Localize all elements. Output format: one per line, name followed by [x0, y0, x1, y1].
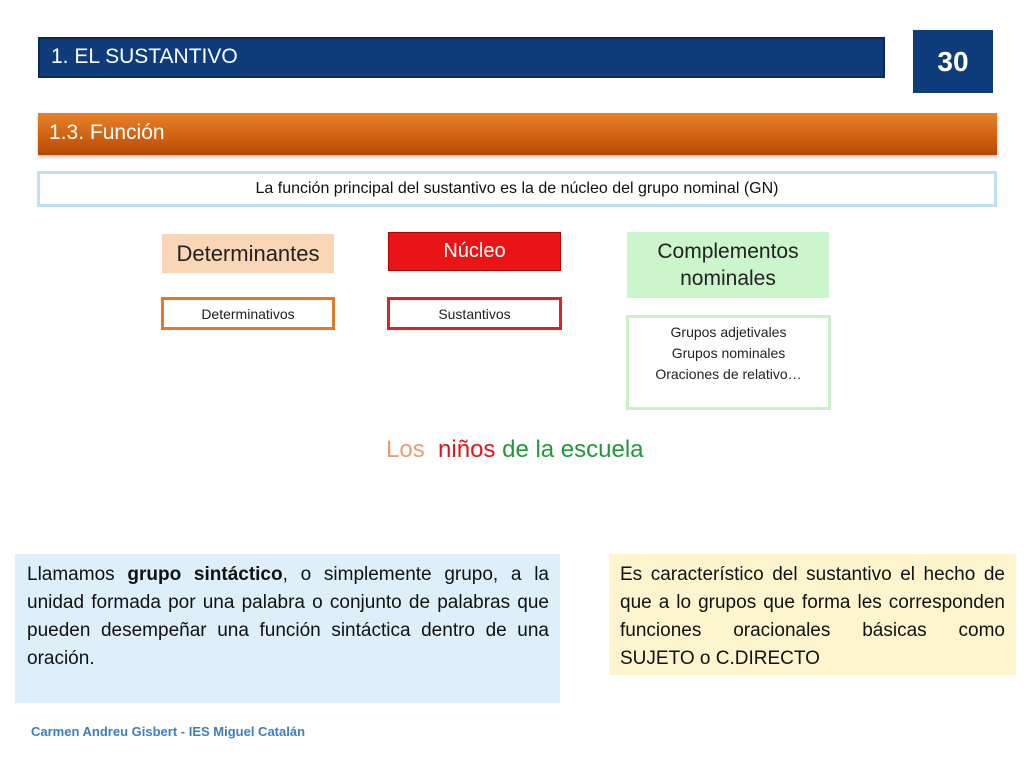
caracteristico-box	[609, 554, 1016, 675]
complementos-text: Complementos nominales	[657, 240, 799, 290]
footer-text: Carmen Andreu Gisbert - IES Miguel Catalán	[31, 724, 306, 739]
nucleo-label	[388, 232, 561, 271]
nucleo-text: Núcleo	[443, 240, 506, 262]
list-item: Oraciones de relativo…	[655, 366, 802, 382]
definition-box	[37, 171, 997, 207]
example-phrase	[386, 436, 644, 464]
grupo-sintactico-box	[15, 554, 560, 703]
sustantivos-text: Sustantivos	[438, 305, 511, 322]
slide-title-bar	[38, 37, 885, 78]
grupo-text-after: , o simplemente grupo, a la unidad formada por una palabra o conjunto de palabras que pueden desempeñar una función sintáctica dentro de una oración.	[27, 564, 549, 669]
page-number-badge	[913, 30, 993, 93]
determinantes-text: Determinantes	[176, 240, 320, 266]
complementos-list	[626, 315, 831, 410]
section-title-bar	[38, 113, 997, 155]
footer-author	[31, 724, 305, 739]
grupo-text-bold: grupo sintáctico	[127, 564, 283, 585]
definition-text: La función principal del sustantivo es la de núcleo del grupo nominal (GN)	[255, 180, 779, 197]
caracteristico-text: Es característico del sustantivo el hecho de que a lo grupos que forma les corresponden funciones oracionales básicas como SUJETO o C.DIRECTO	[620, 564, 1005, 669]
example-nucleo: niños	[438, 436, 496, 463]
list-item: Grupos adjetivales	[670, 324, 787, 340]
slide-title: 1. EL SUSTANTIVO	[51, 45, 238, 68]
complementos-label	[627, 232, 829, 298]
section-title: 1.3. Función	[49, 121, 165, 144]
list-item: Grupos nominales	[671, 345, 786, 361]
determinativos-text: Determinativos	[201, 305, 295, 322]
sustantivos-box	[387, 297, 562, 330]
determinantes-label	[162, 234, 334, 273]
grupo-text-before: Llamamos	[27, 564, 128, 585]
example-complemento: de la escuela	[502, 436, 644, 463]
example-determinante: Los	[386, 436, 425, 463]
determinativos-box	[161, 297, 335, 330]
page-number: 30	[937, 45, 969, 77]
